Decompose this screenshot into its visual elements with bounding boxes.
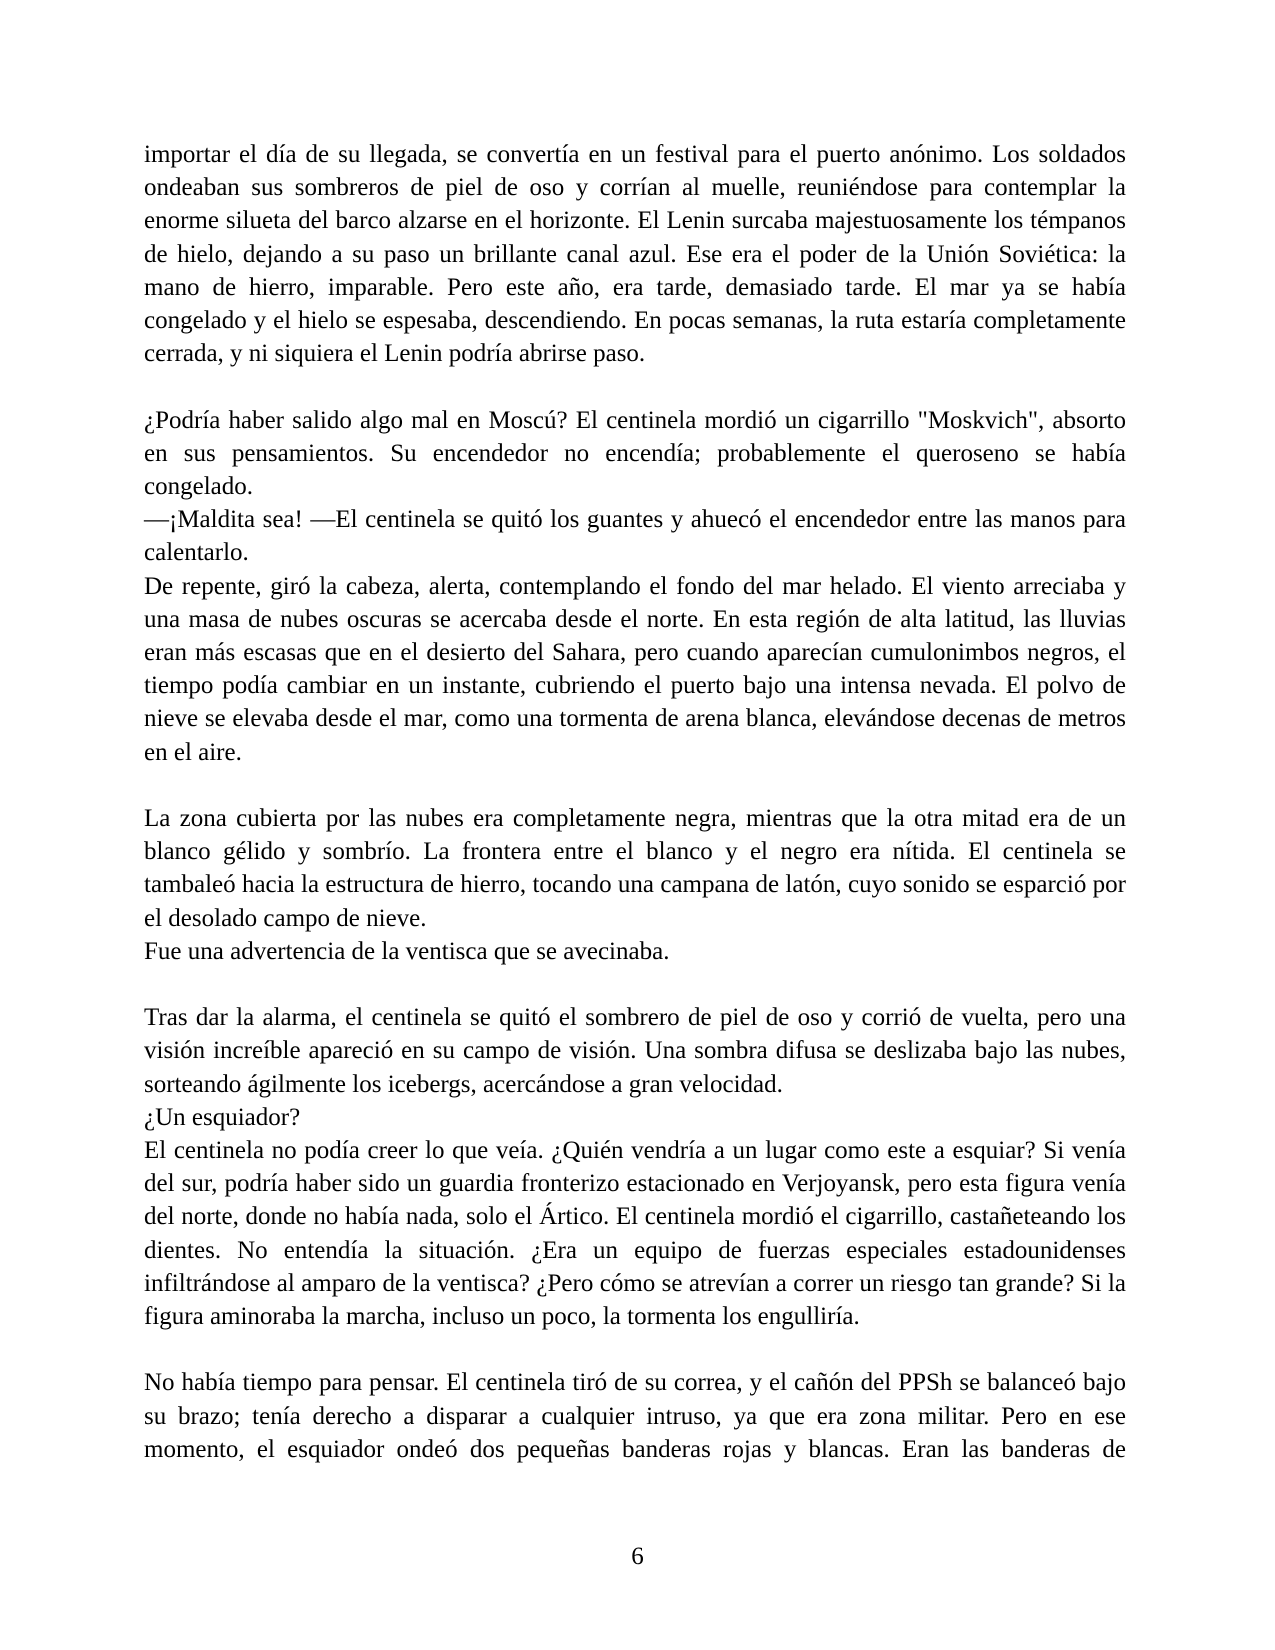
paragraph: ¿Podría haber salido algo mal en Moscú? El centinela mordió un cigarrillo "Moskvich", absorto en sus pensamientos. Su encendedor no encendía; probablemente el queroseno se había congelado. [144, 406, 1126, 501]
page-footer [0, 1540, 1275, 1573]
page-number: 6 [631, 1543, 644, 1570]
paragraph: —¡Maldita sea! —El centinela se quitó los guantes y ahuecó el encendedor entre las manos para calentarlo. [144, 506, 1126, 567]
paragraph: La zona cubierta por las nubes era completamente negra, mientras que la otra mitad era de un blanco gélido y sombrío. La frontera entre el blanco y el negro era nítida. El centinela se tambaleó hacia la estructura de hierro, tocando una campana de latón, cuyo sonido se esparció por el desolado campo de nieve. [144, 805, 1126, 932]
paragraph: El centinela no podía creer lo que veía. ¿Quién vendría a un lugar como este a esquiar? Si venía del sur, podría haber sido un guardia fronterizo estacionado en Verjoyansk, pero esta figura venía del norte, donde no había nada, solo el Ártico. El centinela mordió el cigarrillo, castañeteando los dientes. No entendía la situación. ¿Era un equipo de fuerzas especiales estadounidenses infiltrándose al amparo de la ventisca? ¿Pero cómo se atrevían a correr un riesgo tan grande? Si la figura aminoraba la marcha, incluso un poco, la tormenta los engulliría. [144, 1137, 1126, 1331]
paragraph: ¿Un esquiador? [144, 1103, 301, 1131]
paragraph: importar el día de su llegada, se convertía en un festival para el puerto anónimo. Los soldados ondeaban sus sombreros de piel de oso y corrían al muelle, reuniéndose para contemplar la enorme silueta del barco alzarse en el horizonte. El Lenin surcaba majestuosamente los témpanos de hielo, dejando a su paso un brillante canal azul. Ese era el poder de la Unión Soviética: la mano de hierro, imparable. Pero este año, era tarde, demasiado tarde. El mar ya se había congelado y el hielo se espesaba, descendiendo. En pocas semanas, la ruta estaría completamente cerrada, y ni siquiera el Lenin podría abrirse paso. [144, 141, 1126, 368]
paragraph: De repente, giró la cabeza, alerta, contemplando el fondo del mar helado. El viento arreciaba y una masa de nubes oscuras se acercaba desde el norte. En esta región de alta latitud, las lluvias eran más escasas que en el desierto del Sahara, pero cuando aparecían cumulonimbos negros, el tiempo podía cambiar en un instante, cubriendo el puerto bajo una intensa nevada. El polvo de nieve se elevaba desde el mar, como una tormenta de arena blanca, elevándose decenas de metros en el aire. [144, 572, 1126, 766]
page-text [144, 138, 1126, 1466]
paragraph: Fue una advertencia de la ventisca que se avecinaba. [144, 937, 670, 965]
paragraph: Tras dar la alarma, el centinela se quitó el sombrero de piel de oso y corrió de vuelta, pero una visión increíble apareció en su campo de visión. Una sombra difusa se deslizaba bajo las nubes, sorteando ágilmente los icebergs, acercándose a gran velocidad. [144, 1004, 1126, 1098]
paragraph: No había tiempo para pensar. El centinela tiró de su correa, y el cañón del PPSh se balanceó bajo su brazo; tenía derecho a disparar a cualquier intruso, ya que era zona militar. Pero en ese momento, el esquiador ondeó dos pequeñas banderas rojas y blancas. Eran las banderas de [144, 1369, 1126, 1463]
